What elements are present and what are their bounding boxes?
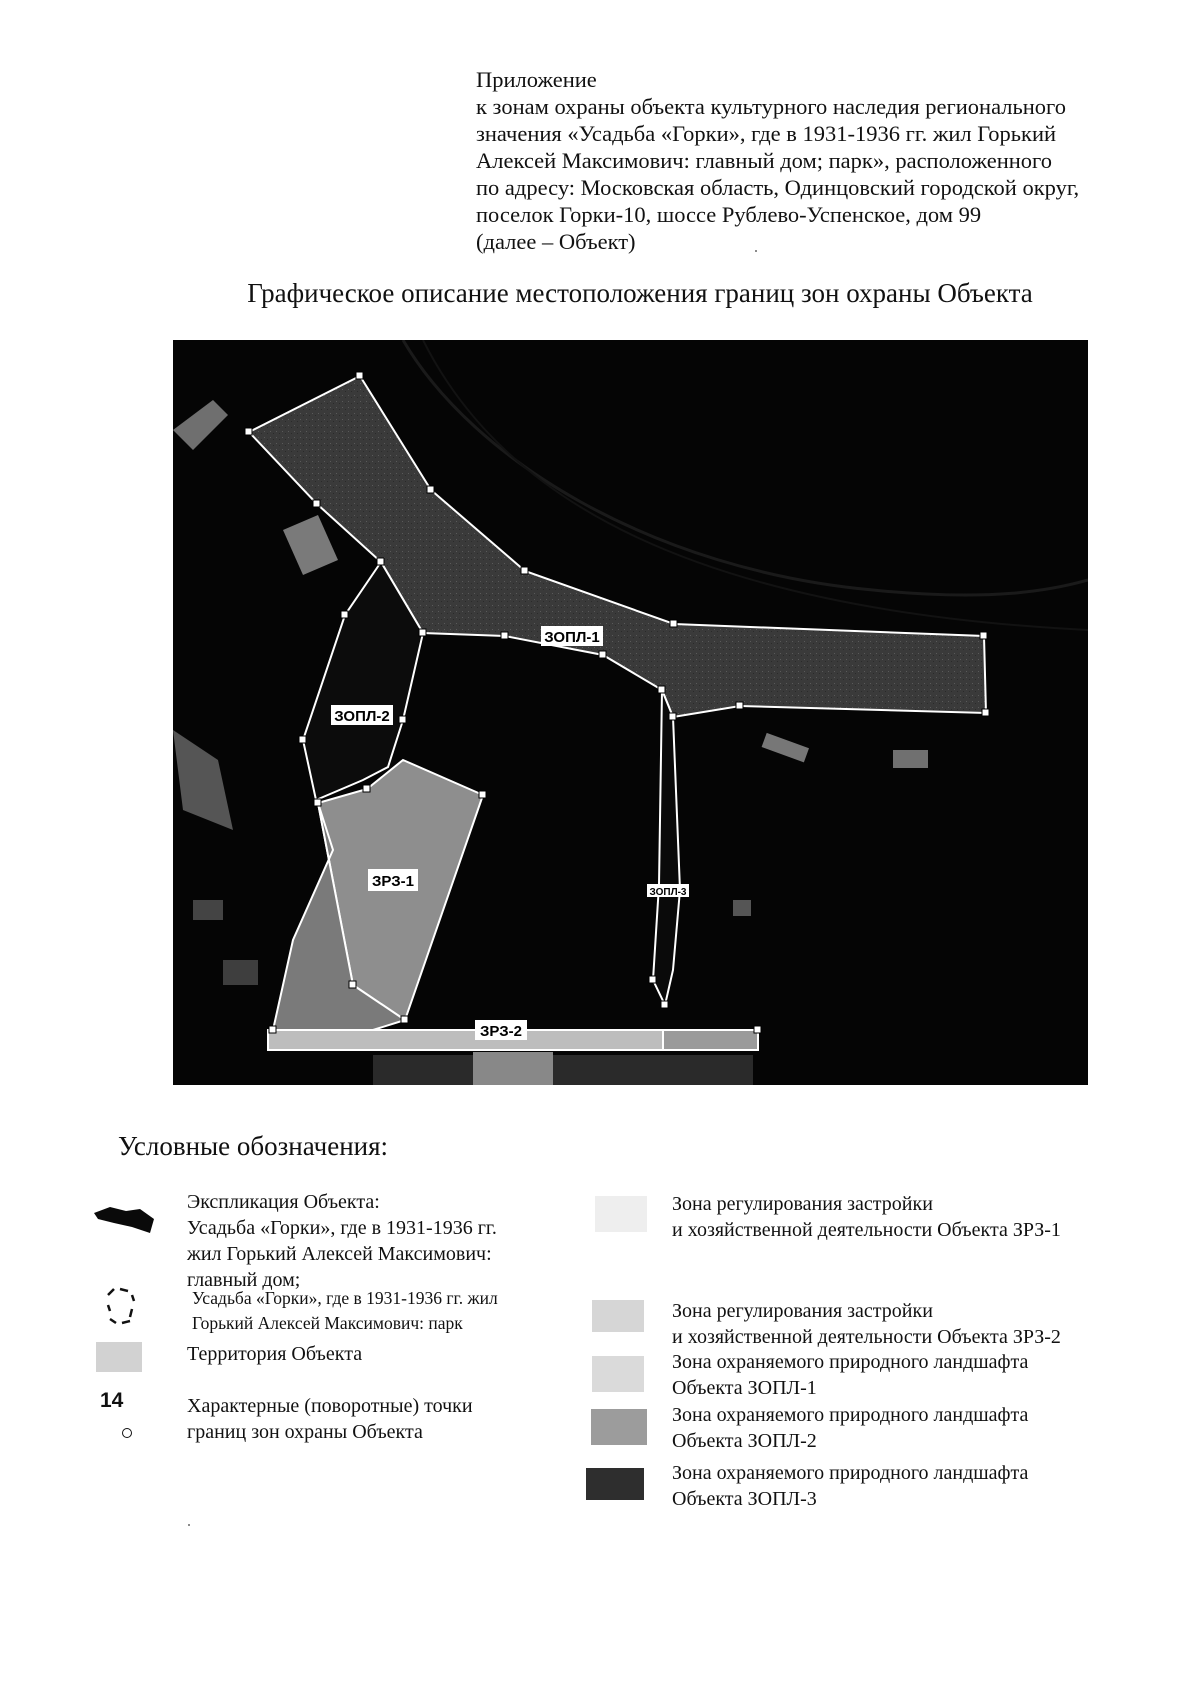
svg-text:ЗОПЛ-1: ЗОПЛ-1 (544, 629, 600, 646)
legend-text: Зона охраняемого природного ландшафта (672, 1351, 1029, 1373)
boundary-point (736, 702, 743, 709)
legend-zrz1 (672, 1191, 1061, 1243)
boundary-point (658, 686, 665, 693)
point-marker-icon (122, 1428, 132, 1438)
legend-territory: Территория Объекта (187, 1343, 363, 1365)
legend-text: Зона охраняемого природного ландшафта (672, 1404, 1029, 1426)
zone-label-zopl1 (541, 626, 603, 646)
park-swatch-icon (104, 1287, 138, 1327)
zopl3-swatch (586, 1468, 644, 1500)
boundary-point (982, 709, 989, 716)
svg-text:ЗОПЛ-3: ЗОПЛ-3 (649, 887, 687, 898)
main-house-swatch-icon (92, 1199, 158, 1235)
zones-map (173, 340, 1088, 1085)
boundary-point (341, 611, 348, 618)
boundary-point (980, 632, 987, 639)
header-line: Приложение (476, 67, 597, 92)
legend-text: Зона регулирования застройки (672, 1193, 933, 1215)
legend-zopl2 (672, 1402, 1028, 1454)
svg-text:ЗОПЛ-2: ЗОПЛ-2 (334, 708, 390, 725)
boundary-point (661, 1001, 668, 1008)
boundary-point (427, 486, 434, 493)
building (893, 750, 928, 768)
boundary-point (669, 713, 676, 720)
legend-zopl1 (672, 1349, 1028, 1401)
boundary-point (399, 716, 406, 723)
boundary-point (754, 1026, 761, 1033)
zone-label-zrz1 (368, 869, 418, 891)
header-line: по адресу: Московская область, Одинцовский городской округ, (476, 175, 1080, 200)
zrz2-swatch (592, 1300, 644, 1332)
header-line: к зонам охраны объекта культурного наследия регионального (476, 94, 1066, 119)
scan-speck (755, 250, 757, 252)
legend-title: Условные обозначения: (118, 1131, 389, 1161)
zone-zrz2-strip (663, 1030, 758, 1050)
zone-label-zopl2 (331, 705, 393, 725)
legend-text: Объекта ЗОПЛ-3 (672, 1488, 817, 1510)
legend-text: границ зон охраны Объекта (187, 1421, 423, 1443)
boundary-point (269, 1026, 276, 1033)
building (473, 1052, 553, 1085)
legend-text: главный дом; (187, 1269, 301, 1291)
page-heading: Графическое описание местоположения границ зон охраны Объекта (247, 278, 1033, 308)
header-line: (далее – Объект) (476, 229, 636, 254)
zones-map-svg (173, 340, 1088, 1085)
zone-zrz2-strip (268, 1030, 663, 1050)
boundary-point (356, 372, 363, 379)
boundary-point (599, 651, 606, 658)
zopl1-swatch (592, 1356, 644, 1392)
legend-text: Горький Алексей Максимович: парк (192, 1313, 463, 1333)
boundary-point (670, 620, 677, 627)
boundary-point (363, 785, 370, 792)
header-line: поселок Горки-10, шоссе Рублево-Успенское, дом 99 (476, 202, 982, 227)
legend-text: Объекта ЗОПЛ-2 (672, 1430, 817, 1452)
boundary-point (419, 629, 426, 636)
legend-points (187, 1393, 473, 1445)
legend-explication (187, 1189, 497, 1293)
header-line: значения «Усадьба «Горки», где в 1931-1936 гг. жил Горький (476, 121, 1057, 146)
boundary-point (501, 632, 508, 639)
boundary-point (649, 976, 656, 983)
zrz1-swatch (595, 1196, 647, 1232)
boundary-point (479, 791, 486, 798)
legend-park (192, 1286, 498, 1336)
point-number-example: 14 (100, 1389, 124, 1412)
building (223, 960, 258, 985)
legend-text: Зона регулирования застройки (672, 1300, 933, 1322)
zone-label-zrz2 (475, 1020, 527, 1040)
boundary-point (521, 567, 528, 574)
legend-text: Усадьба «Горки», где в 1931-1936 гг. жил (192, 1288, 498, 1308)
zone-label-zopl3 (647, 884, 689, 898)
svg-text:ЗРЗ-1: ЗРЗ-1 (372, 873, 414, 890)
building (193, 900, 223, 920)
building (733, 900, 751, 916)
svg-text:ЗРЗ-2: ЗРЗ-2 (480, 1023, 522, 1040)
appendix-header (476, 66, 1176, 255)
legend-text: Характерные (поворотные) точки (187, 1395, 473, 1417)
legend-text: и хозяйственной деятельности Объекта ЗРЗ-2 (672, 1326, 1061, 1348)
boundary-point (377, 558, 384, 565)
boundary-point (299, 736, 306, 743)
legend-text: Экспликация Объекта: (187, 1191, 380, 1213)
scan-speck (188, 1524, 190, 1526)
boundary-point (313, 500, 320, 507)
boundary-point (314, 799, 321, 806)
boundary-point (349, 981, 356, 988)
legend-text: Усадьба «Горки», где в 1931-1936 гг. (187, 1217, 497, 1239)
legend-text: жил Горький Алексей Максимович: (187, 1243, 492, 1265)
legend-zopl3 (672, 1460, 1028, 1512)
boundary-point (245, 428, 252, 435)
legend-text: Объекта ЗОПЛ-1 (672, 1377, 817, 1399)
territory-swatch (96, 1342, 142, 1372)
boundary-point (401, 1016, 408, 1023)
header-line: Алексей Максимович: главный дом; парк», расположенного (476, 148, 1052, 173)
legend-text: Зона охраняемого природного ландшафта (672, 1462, 1029, 1484)
legend-text: и хозяйственной деятельности Объекта ЗРЗ-1 (672, 1219, 1061, 1241)
buildings-strip (373, 1055, 753, 1085)
legend-zrz2 (672, 1298, 1061, 1350)
zopl2-swatch (591, 1409, 647, 1445)
